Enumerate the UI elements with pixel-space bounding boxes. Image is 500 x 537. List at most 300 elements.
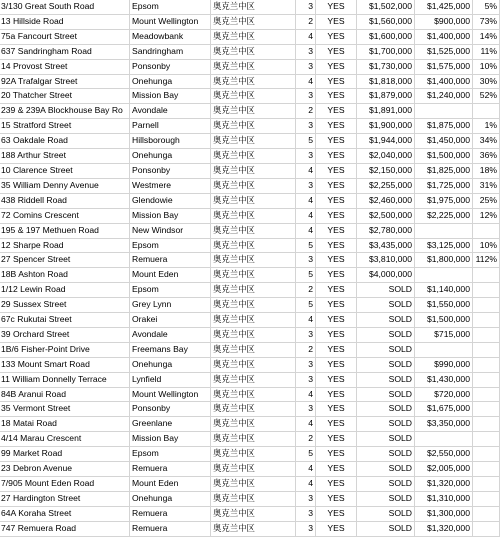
cell-sold-price[interactable]: $1,310,000 [415,491,473,506]
cell-percent[interactable] [473,477,500,492]
cell-status[interactable]: YES [316,447,357,462]
cell-sold-price[interactable]: $2,225,000 [415,208,473,223]
cell-sold-price[interactable]: $1,875,000 [415,119,473,134]
cell-address[interactable]: 195 & 197 Methuen Road [0,223,130,238]
cell-region[interactable]: 奥克兰中区 [211,89,296,104]
cell-percent[interactable] [473,432,500,447]
cell-region[interactable]: 奥克兰中区 [211,104,296,119]
cell-percent[interactable]: 52% [473,89,500,104]
cell-sold-price[interactable]: $1,500,000 [415,149,473,164]
cell-region[interactable]: 奥克兰中区 [211,342,296,357]
table-row [0,44,500,59]
cell-bedrooms[interactable]: 3 [296,119,316,134]
table-row [0,462,500,477]
cell-bedrooms[interactable]: 5 [296,238,316,253]
cell-percent[interactable] [473,342,500,357]
cell-sold-price[interactable] [415,104,473,119]
cell-region[interactable]: 奥克兰中区 [211,163,296,178]
cell-address[interactable]: 20 Thatcher Street [0,89,130,104]
cell-price[interactable]: SOLD [357,283,415,298]
cell-price[interactable]: SOLD [357,387,415,402]
cell-bedrooms[interactable]: 5 [296,268,316,283]
cell-suburb[interactable]: Mission Bay [130,432,211,447]
cell-price[interactable]: $2,500,000 [357,208,415,223]
cell-bedrooms[interactable]: 4 [296,193,316,208]
cell-suburb[interactable]: Avondale [130,104,211,119]
cell-bedrooms[interactable]: 5 [296,134,316,149]
cell-sold-price[interactable]: $1,450,000 [415,134,473,149]
cell-address[interactable]: 13 Hillside Road [0,14,130,29]
cell-percent[interactable]: 31% [473,178,500,193]
cell-price[interactable]: SOLD [357,372,415,387]
cell-sold-price[interactable]: $1,550,000 [415,298,473,313]
table-row [0,283,500,298]
cell-address[interactable]: 99 Market Road [0,447,130,462]
cell-status[interactable]: YES [316,462,357,477]
cell-address[interactable]: 27 Spencer Street [0,253,130,268]
cell-sold-price[interactable]: $1,800,000 [415,253,473,268]
cell-bedrooms[interactable]: 4 [296,387,316,402]
cell-region[interactable]: 奥克兰中区 [211,178,296,193]
cell-status[interactable]: YES [316,417,357,432]
cell-status[interactable]: YES [316,104,357,119]
cell-sold-price[interactable]: $1,975,000 [415,193,473,208]
cell-address[interactable]: 15 Stratford Street [0,119,130,134]
cell-suburb[interactable]: Remuera [130,506,211,521]
cell-percent[interactable] [473,506,500,521]
cell-bedrooms[interactable]: 2 [296,283,316,298]
cell-sold-price[interactable]: $900,000 [415,14,473,29]
cell-price[interactable]: SOLD [357,298,415,313]
cell-status[interactable]: YES [316,372,357,387]
cell-suburb[interactable]: Mission Bay [130,89,211,104]
cell-price[interactable]: $2,150,000 [357,163,415,178]
cell-percent[interactable] [473,104,500,119]
cell-region[interactable]: 奥克兰中区 [211,119,296,134]
cell-address[interactable]: 188 Arthur Street [0,149,130,164]
cell-suburb[interactable]: Mount Wellington [130,387,211,402]
cell-percent[interactable]: 25% [473,193,500,208]
cell-address[interactable]: 10 Clarence Street [0,163,130,178]
cell-address[interactable]: 35 Vermont Street [0,402,130,417]
cell-region[interactable]: 奥克兰中区 [211,44,296,59]
cell-address[interactable]: 84B Aranui Road [0,387,130,402]
cell-price[interactable]: $3,810,000 [357,253,415,268]
cell-status[interactable]: YES [316,178,357,193]
cell-percent[interactable] [473,327,500,342]
cell-percent[interactable]: 10% [473,59,500,74]
cell-suburb[interactable]: Onehunga [130,491,211,506]
table-row [0,29,500,44]
cell-sold-price[interactable]: $1,400,000 [415,29,473,44]
cell-sold-price[interactable] [415,223,473,238]
cell-suburb[interactable]: Lynfield [130,372,211,387]
cell-suburb[interactable]: Sandringham [130,44,211,59]
cell-price[interactable]: $2,040,000 [357,149,415,164]
cell-sold-price[interactable]: $2,005,000 [415,462,473,477]
cell-bedrooms[interactable]: 4 [296,417,316,432]
cell-region[interactable]: 奥克兰中区 [211,447,296,462]
table-row [0,372,500,387]
cell-bedrooms[interactable]: 3 [296,521,316,536]
cell-suburb[interactable]: Greenlane [130,417,211,432]
cell-suburb[interactable]: Hillsborough [130,134,211,149]
cell-percent[interactable]: 18% [473,163,500,178]
cell-region[interactable]: 奥克兰中区 [211,462,296,477]
cell-price[interactable]: $1,502,000 [357,0,415,14]
cell-bedrooms[interactable]: 2 [296,432,316,447]
cell-bedrooms[interactable]: 3 [296,357,316,372]
cell-status[interactable]: YES [316,208,357,223]
cell-region[interactable]: 奥克兰中区 [211,477,296,492]
cell-region[interactable]: 奥克兰中区 [211,521,296,536]
cell-sold-price[interactable]: $1,525,000 [415,44,473,59]
cell-price[interactable]: SOLD [357,357,415,372]
cell-bedrooms[interactable]: 3 [296,253,316,268]
cell-region[interactable]: 奥克兰中区 [211,208,296,223]
cell-bedrooms[interactable]: 4 [296,477,316,492]
cell-sold-price[interactable] [415,342,473,357]
cell-price[interactable]: $1,560,000 [357,14,415,29]
cell-sold-price[interactable]: $1,725,000 [415,178,473,193]
cell-status[interactable]: YES [316,357,357,372]
cell-region[interactable]: 奥克兰中区 [211,0,296,14]
cell-suburb[interactable]: Avondale [130,327,211,342]
table-row [0,208,500,223]
cell-percent[interactable]: 12% [473,208,500,223]
cell-sold-price[interactable]: $1,320,000 [415,477,473,492]
cell-status[interactable]: YES [316,313,357,328]
cell-region[interactable]: 奥克兰中区 [211,402,296,417]
cell-sold-price[interactable]: $1,140,000 [415,283,473,298]
cell-region[interactable]: 奥克兰中区 [211,253,296,268]
cell-address[interactable]: 747 Remuera Road [0,521,130,536]
cell-status[interactable]: YES [316,119,357,134]
cell-region[interactable]: 奥克兰中区 [211,223,296,238]
cell-price[interactable]: $1,891,000 [357,104,415,119]
cell-suburb[interactable]: Freemans Bay [130,342,211,357]
cell-status[interactable]: YES [316,268,357,283]
cell-address[interactable]: 12 Sharpe Road [0,238,130,253]
cell-status[interactable]: YES [316,89,357,104]
cell-price[interactable]: $2,460,000 [357,193,415,208]
cell-status[interactable]: YES [316,134,357,149]
cell-bedrooms[interactable]: 3 [296,178,316,193]
cell-suburb[interactable]: Ponsonby [130,59,211,74]
cell-address[interactable]: 67c Rukutai Street [0,313,130,328]
cell-price[interactable]: $1,700,000 [357,44,415,59]
cell-region[interactable]: 奥克兰中区 [211,74,296,89]
cell-region[interactable]: 奥克兰中区 [211,283,296,298]
cell-address[interactable]: 18B Ashton Road [0,268,130,283]
cell-region[interactable]: 奥克兰中区 [211,432,296,447]
cell-sold-price[interactable] [415,432,473,447]
cell-address[interactable]: 64A Koraha Street [0,506,130,521]
cell-status[interactable]: YES [316,193,357,208]
cell-status[interactable]: YES [316,402,357,417]
cell-address[interactable]: 23 Debron Avenue [0,462,130,477]
cell-address[interactable]: 27 Hardington Street [0,491,130,506]
cell-address[interactable]: 239 & 239A Blockhouse Bay Ro [0,104,130,119]
cell-percent[interactable] [473,447,500,462]
cell-status[interactable]: YES [316,253,357,268]
cell-suburb[interactable]: Ponsonby [130,163,211,178]
cell-sold-price[interactable]: $1,425,000 [415,0,473,14]
cell-percent[interactable] [473,521,500,536]
cell-suburb[interactable]: Orakei [130,313,211,328]
cell-suburb[interactable]: Remuera [130,253,211,268]
cell-region[interactable]: 奥克兰中区 [211,29,296,44]
cell-status[interactable]: YES [316,387,357,402]
cell-bedrooms[interactable]: 4 [296,74,316,89]
cell-region[interactable]: 奥克兰中区 [211,313,296,328]
cell-price[interactable]: $1,900,000 [357,119,415,134]
cell-price[interactable]: $2,255,000 [357,178,415,193]
cell-sold-price[interactable]: $1,400,000 [415,74,473,89]
cell-bedrooms[interactable]: 4 [296,163,316,178]
cell-bedrooms[interactable]: 3 [296,0,316,14]
cell-address[interactable]: 7/905 Mount Eden Road [0,477,130,492]
cell-bedrooms[interactable]: 4 [296,208,316,223]
cell-status[interactable]: YES [316,521,357,536]
cell-bedrooms[interactable]: 3 [296,327,316,342]
cell-suburb[interactable]: Epsom [130,447,211,462]
cell-price[interactable]: SOLD [357,462,415,477]
cell-bedrooms[interactable]: 3 [296,506,316,521]
cell-sold-price[interactable]: $1,675,000 [415,402,473,417]
cell-sold-price[interactable]: $3,350,000 [415,417,473,432]
cell-price[interactable]: SOLD [357,432,415,447]
cell-price[interactable]: $3,435,000 [357,238,415,253]
cell-region[interactable]: 奥克兰中区 [211,327,296,342]
cell-suburb[interactable]: Remuera [130,521,211,536]
cell-address[interactable]: 14 Provost Street [0,59,130,74]
cell-percent[interactable]: 73% [473,14,500,29]
cell-status[interactable]: YES [316,29,357,44]
cell-bedrooms[interactable]: 2 [296,14,316,29]
cell-region[interactable]: 奥克兰中区 [211,491,296,506]
cell-suburb[interactable]: Onehunga [130,357,211,372]
cell-region[interactable]: 奥克兰中区 [211,149,296,164]
cell-suburb[interactable]: Glendowie [130,193,211,208]
cell-address[interactable]: 92A Trafalgar Street [0,74,130,89]
cell-address[interactable]: 1/12 Lewin Road [0,283,130,298]
cell-percent[interactable]: 30% [473,74,500,89]
cell-sold-price[interactable]: $2,550,000 [415,447,473,462]
cell-status[interactable]: YES [316,298,357,313]
cell-percent[interactable]: 5% [473,0,500,14]
cell-status[interactable]: YES [316,0,357,14]
cell-region[interactable]: 奥克兰中区 [211,372,296,387]
cell-address[interactable]: 29 Sussex Street [0,298,130,313]
cell-price[interactable]: $1,600,000 [357,29,415,44]
cell-percent[interactable] [473,387,500,402]
table-row [0,238,500,253]
cell-region[interactable]: 奥克兰中区 [211,193,296,208]
cell-percent[interactable] [473,283,500,298]
cell-suburb[interactable]: Ponsonby [130,402,211,417]
cell-price[interactable]: SOLD [357,477,415,492]
cell-bedrooms[interactable]: 4 [296,223,316,238]
cell-region[interactable]: 奥克兰中区 [211,417,296,432]
cell-address[interactable]: 4/14 Marau Crescent [0,432,130,447]
cell-percent[interactable]: 112% [473,253,500,268]
cell-bedrooms[interactable]: 3 [296,89,316,104]
cell-price[interactable]: $1,879,000 [357,89,415,104]
cell-percent[interactable] [473,402,500,417]
cell-price[interactable]: $4,000,000 [357,268,415,283]
cell-price[interactable]: SOLD [357,521,415,536]
cell-region[interactable]: 奥克兰中区 [211,238,296,253]
cell-percent[interactable] [473,417,500,432]
cell-suburb[interactable]: Parnell [130,119,211,134]
cell-suburb[interactable]: Mission Bay [130,208,211,223]
cell-status[interactable]: YES [316,44,357,59]
cell-sold-price[interactable]: $720,000 [415,387,473,402]
cell-address[interactable]: 637 Sandringham Road [0,44,130,59]
cell-bedrooms[interactable]: 3 [296,491,316,506]
cell-suburb[interactable]: Epsom [130,0,211,14]
cell-suburb[interactable]: Epsom [130,238,211,253]
cell-percent[interactable] [473,372,500,387]
cell-percent[interactable]: 10% [473,238,500,253]
cell-price[interactable]: $1,818,000 [357,74,415,89]
cell-bedrooms[interactable]: 5 [296,447,316,462]
cell-bedrooms[interactable]: 4 [296,313,316,328]
cell-price[interactable]: SOLD [357,313,415,328]
cell-address[interactable]: 133 Mount Smart Road [0,357,130,372]
cell-address[interactable]: 72 Comins Crescent [0,208,130,223]
cell-price[interactable]: SOLD [357,417,415,432]
cell-status[interactable]: YES [316,477,357,492]
cell-bedrooms[interactable]: 2 [296,104,316,119]
cell-bedrooms[interactable]: 3 [296,402,316,417]
cell-percent[interactable] [473,223,500,238]
cell-status[interactable]: YES [316,283,357,298]
cell-bedrooms[interactable]: 4 [296,462,316,477]
cell-sold-price[interactable]: $1,430,000 [415,372,473,387]
cell-address[interactable]: 75a Fancourt Street [0,29,130,44]
cell-sold-price[interactable]: $1,240,000 [415,89,473,104]
cell-suburb[interactable]: Remuera [130,462,211,477]
cell-address[interactable]: 63 Oakdale Road [0,134,130,149]
cell-status[interactable]: YES [316,59,357,74]
table-row [0,417,500,432]
cell-status[interactable]: YES [316,163,357,178]
cell-percent[interactable] [473,357,500,372]
cell-bedrooms[interactable]: 3 [296,372,316,387]
cell-suburb[interactable]: Meadowbank [130,29,211,44]
cell-address[interactable]: 438 Riddell Road [0,193,130,208]
cell-address[interactable]: 3/130 Great South Road [0,0,130,14]
cell-sold-price[interactable]: $715,000 [415,327,473,342]
cell-suburb[interactable]: Onehunga [130,74,211,89]
cell-region[interactable]: 奥克兰中区 [211,134,296,149]
cell-sold-price[interactable]: $1,300,000 [415,506,473,521]
cell-price[interactable]: SOLD [357,327,415,342]
cell-suburb[interactable]: Westmere [130,178,211,193]
cell-price[interactable]: SOLD [357,447,415,462]
cell-address[interactable]: 35 William Denny Avenue [0,178,130,193]
cell-suburb[interactable]: Mount Eden [130,268,211,283]
cell-status[interactable]: YES [316,432,357,447]
cell-address[interactable]: 18 Matai Road [0,417,130,432]
table-row [0,253,500,268]
cell-region[interactable]: 奥克兰中区 [211,298,296,313]
table-row [0,89,500,104]
cell-sold-price[interactable] [415,268,473,283]
cell-status[interactable]: YES [316,506,357,521]
cell-status[interactable]: YES [316,223,357,238]
cell-address[interactable]: 39 Orchard Street [0,327,130,342]
cell-address[interactable]: 1B/6 Fisher-Point Drive [0,342,130,357]
cell-suburb[interactable]: Epsom [130,283,211,298]
cell-region[interactable]: 奥克兰中区 [211,59,296,74]
cell-region[interactable]: 奥克兰中区 [211,14,296,29]
cell-percent[interactable]: 14% [473,29,500,44]
cell-price[interactable]: SOLD [357,506,415,521]
cell-suburb[interactable]: New Windsor [130,223,211,238]
cell-price[interactable]: $2,780,000 [357,223,415,238]
cell-percent[interactable]: 36% [473,149,500,164]
cell-status[interactable]: YES [316,149,357,164]
cell-suburb[interactable]: Mount Eden [130,477,211,492]
cell-percent[interactable] [473,491,500,506]
table-row [0,298,500,313]
cell-bedrooms[interactable]: 5 [296,298,316,313]
cell-status[interactable]: YES [316,74,357,89]
cell-sold-price[interactable]: $1,575,000 [415,59,473,74]
cell-percent[interactable]: 1% [473,119,500,134]
cell-status[interactable]: YES [316,342,357,357]
cell-bedrooms[interactable]: 4 [296,29,316,44]
cell-region[interactable]: 奥克兰中区 [211,357,296,372]
cell-sold-price[interactable]: $1,320,000 [415,521,473,536]
cell-sold-price[interactable]: $3,125,000 [415,238,473,253]
cell-region[interactable]: 奥克兰中区 [211,268,296,283]
cell-price[interactable]: SOLD [357,402,415,417]
cell-bedrooms[interactable]: 3 [296,59,316,74]
cell-status[interactable]: YES [316,238,357,253]
cell-status[interactable]: YES [316,14,357,29]
cell-percent[interactable] [473,298,500,313]
cell-suburb[interactable]: Mount Wellington [130,14,211,29]
cell-sold-price[interactable]: $1,500,000 [415,313,473,328]
cell-bedrooms[interactable]: 3 [296,149,316,164]
table-row [0,521,500,536]
cell-suburb[interactable]: Onehunga [130,149,211,164]
cell-percent[interactable]: 11% [473,44,500,59]
cell-percent[interactable] [473,268,500,283]
cell-sold-price[interactable]: $990,000 [415,357,473,372]
cell-percent[interactable] [473,462,500,477]
cell-price[interactable]: $1,944,000 [357,134,415,149]
cell-bedrooms[interactable]: 2 [296,342,316,357]
cell-region[interactable]: 奥克兰中区 [211,387,296,402]
cell-sold-price[interactable]: $1,825,000 [415,163,473,178]
cell-price[interactable]: SOLD [357,491,415,506]
cell-address[interactable]: 11 William Donnelly Terrace [0,372,130,387]
cell-status[interactable]: YES [316,491,357,506]
cell-percent[interactable] [473,313,500,328]
cell-suburb[interactable]: Grey Lynn [130,298,211,313]
cell-price[interactable]: $1,730,000 [357,59,415,74]
cell-bedrooms[interactable]: 3 [296,44,316,59]
cell-price[interactable]: SOLD [357,342,415,357]
cell-percent[interactable]: 34% [473,134,500,149]
cell-region[interactable]: 奥克兰中区 [211,506,296,521]
cell-status[interactable]: YES [316,327,357,342]
